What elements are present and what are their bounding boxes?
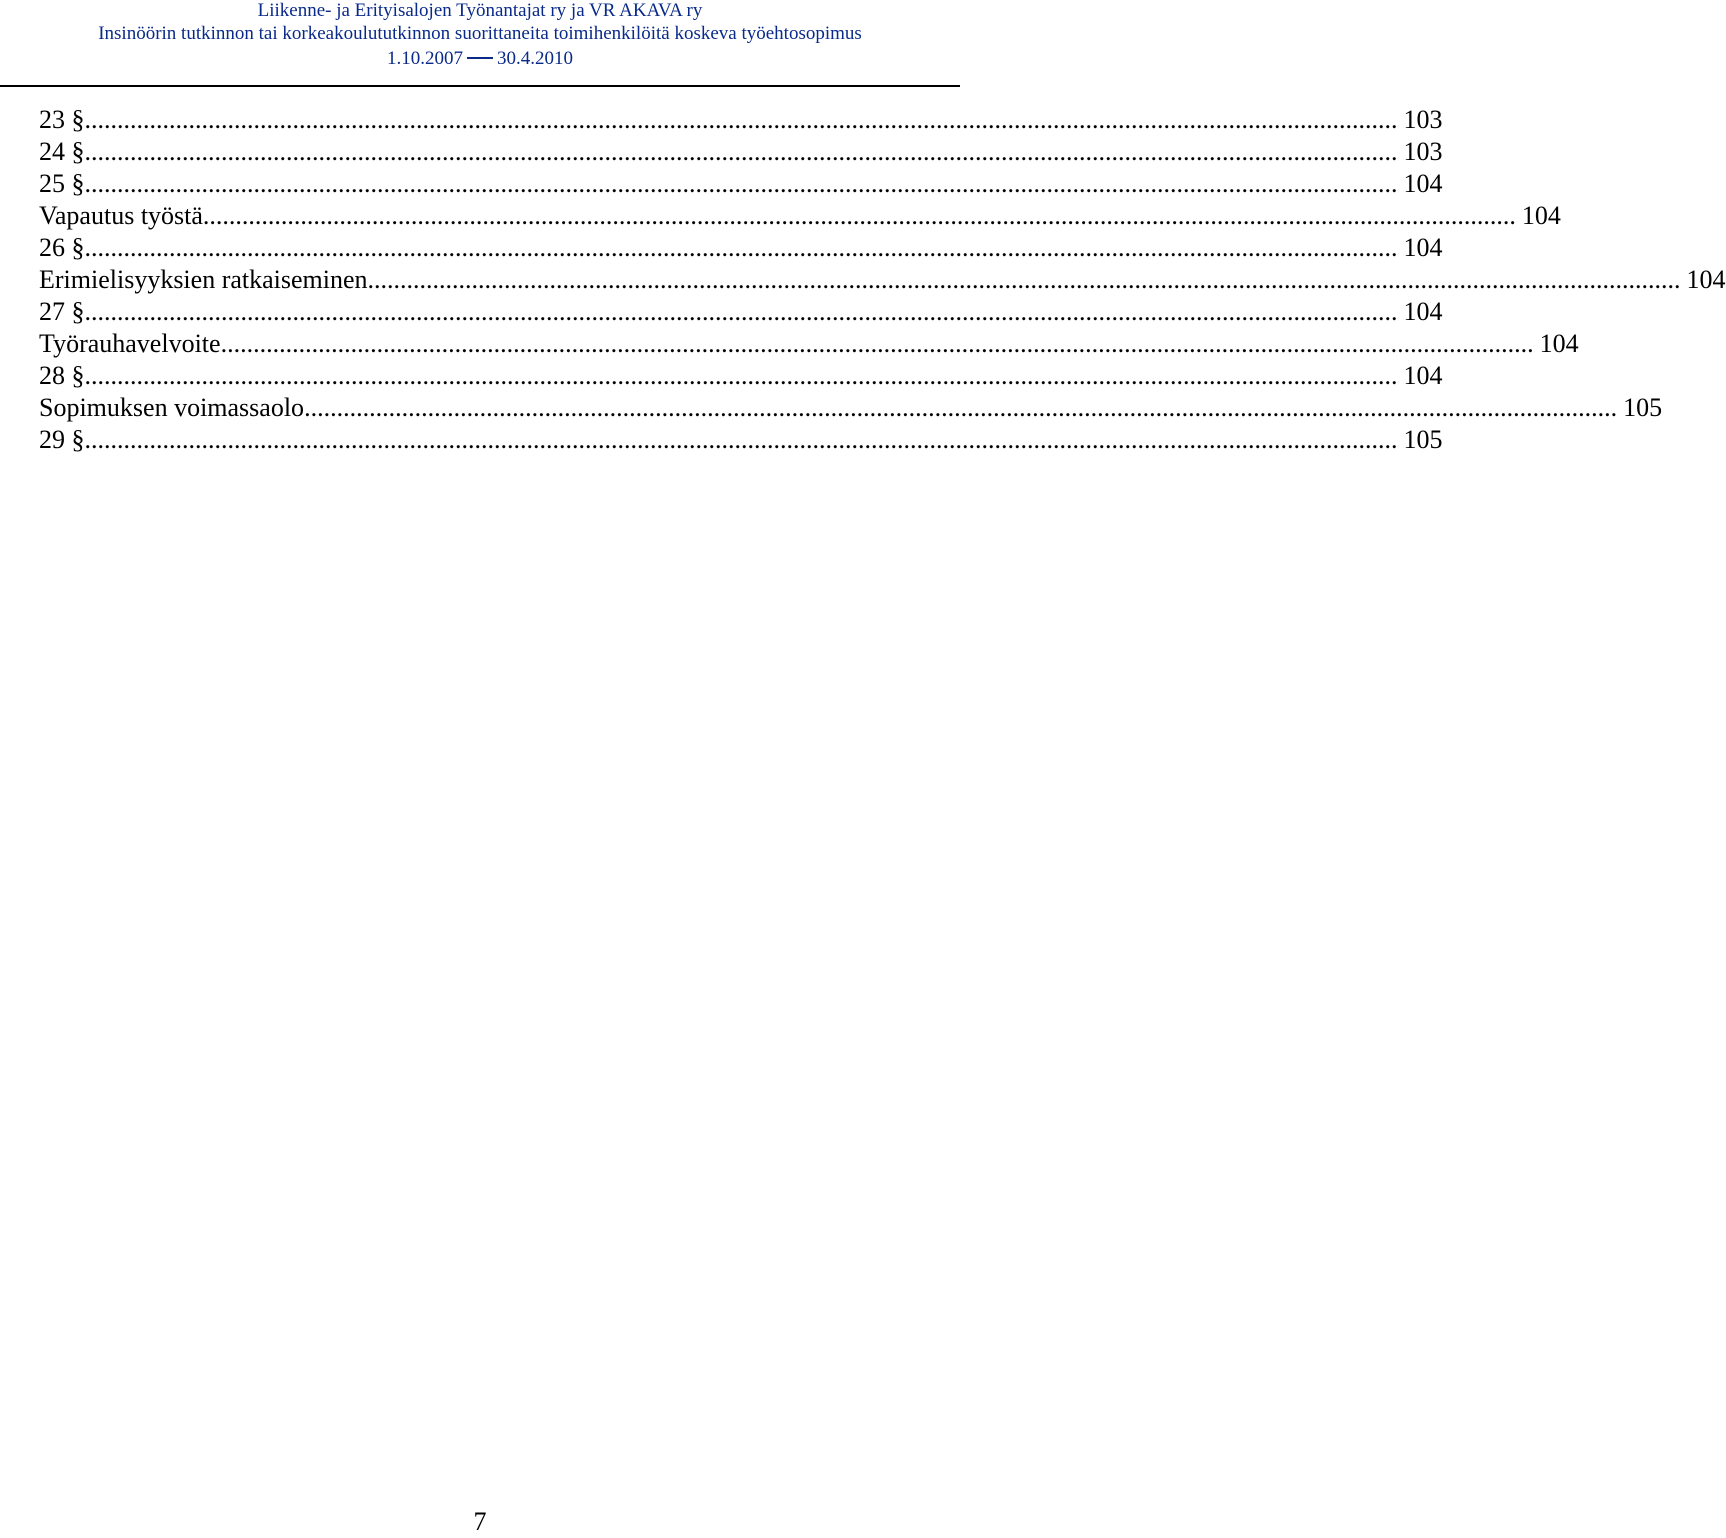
toc-entry-page: 103 <box>1403 105 1443 134</box>
page-number: 7 <box>473 1507 487 1536</box>
toc-entry-label: Sopimuksen voimassaolo <box>39 393 305 422</box>
toc-dot-leader: .......................................................................................................................................................................................................... <box>84 233 1398 262</box>
toc-entry[interactable] <box>39 392 1663 424</box>
toc-dot-leader: .......................................................................................................................................................................................................... <box>84 169 1398 198</box>
toc-entry-label: Työrauhavelvoite <box>39 329 221 358</box>
toc-entry[interactable] <box>39 168 1443 200</box>
toc-entry[interactable] <box>39 328 1579 360</box>
toc-entry[interactable] <box>39 424 1443 456</box>
toc-entry-page: 105 <box>1403 425 1443 454</box>
toc-entry-page: 105 <box>1623 393 1663 422</box>
toc-entry-page: 103 <box>1403 137 1443 166</box>
header-organizations: Liikenne- ja Erityisalojen Työnantajat ry ja VR AKAVA ry <box>257 0 703 21</box>
toc-entry-label: 23 § <box>39 105 85 134</box>
header-validity-period <box>0 48 960 70</box>
toc-entry[interactable] <box>39 360 1443 392</box>
toc-entry[interactable] <box>39 232 1443 264</box>
toc-entry[interactable] <box>39 200 1561 232</box>
toc-entry-label: 24 § <box>39 137 85 166</box>
document-header <box>0 0 960 88</box>
toc-dot-leader: .......................................................................................................................................................................................................... <box>367 265 1681 294</box>
toc-entry-page: 104 <box>1403 297 1443 326</box>
toc-dot-leader: .......................................................................................................................................................................................................... <box>202 201 1516 230</box>
toc-entry-page: 104 <box>1403 233 1443 262</box>
date-range-dash <box>467 57 493 59</box>
toc-entry-label: Erimielisyyksien ratkaiseminen <box>39 265 368 294</box>
toc-dot-leader: .......................................................................................................................................................................................................... <box>84 361 1398 390</box>
toc-entry[interactable] <box>39 104 1443 136</box>
header-rule <box>0 85 960 87</box>
toc-dot-leader: .......................................................................................................................................................................................................... <box>220 329 1534 358</box>
toc-entry[interactable] <box>39 264 1726 296</box>
table-of-contents <box>39 104 1726 456</box>
toc-dot-leader: .......................................................................................................................................................................................................... <box>84 137 1398 166</box>
toc-entry-page: 104 <box>1403 169 1443 198</box>
toc-entry-label: 25 § <box>39 169 85 198</box>
toc-entry[interactable] <box>39 296 1443 328</box>
header-date-start: 1.10.2007 <box>387 48 463 69</box>
toc-entry-label: 27 § <box>39 297 85 326</box>
toc-entry-label: 29 § <box>39 425 85 454</box>
toc-dot-leader: .......................................................................................................................................................................................................... <box>304 393 1618 422</box>
toc-entry-page: 104 <box>1403 361 1443 390</box>
toc-entry-page: 104 <box>1539 329 1579 358</box>
toc-entry-page: 104 <box>1521 201 1561 230</box>
header-agreement-title: Insinöörin tutkinnon tai korkeakoulututkinnon suorittaneita toimihenkilöitä koskeva työehtosopimus <box>98 23 862 44</box>
toc-entry-label: 28 § <box>39 361 85 390</box>
toc-dot-leader: .......................................................................................................................................................................................................... <box>84 105 1398 134</box>
toc-entry-label: 26 § <box>39 233 85 262</box>
toc-entry-label: Vapautus työstä <box>39 201 203 230</box>
toc-entry-page: 104 <box>1686 265 1726 294</box>
toc-dot-leader: .......................................................................................................................................................................................................... <box>84 297 1398 326</box>
toc-dot-leader: .......................................................................................................................................................................................................... <box>84 425 1398 454</box>
toc-entry[interactable] <box>39 136 1443 168</box>
header-date-end: 30.4.2010 <box>497 48 573 69</box>
